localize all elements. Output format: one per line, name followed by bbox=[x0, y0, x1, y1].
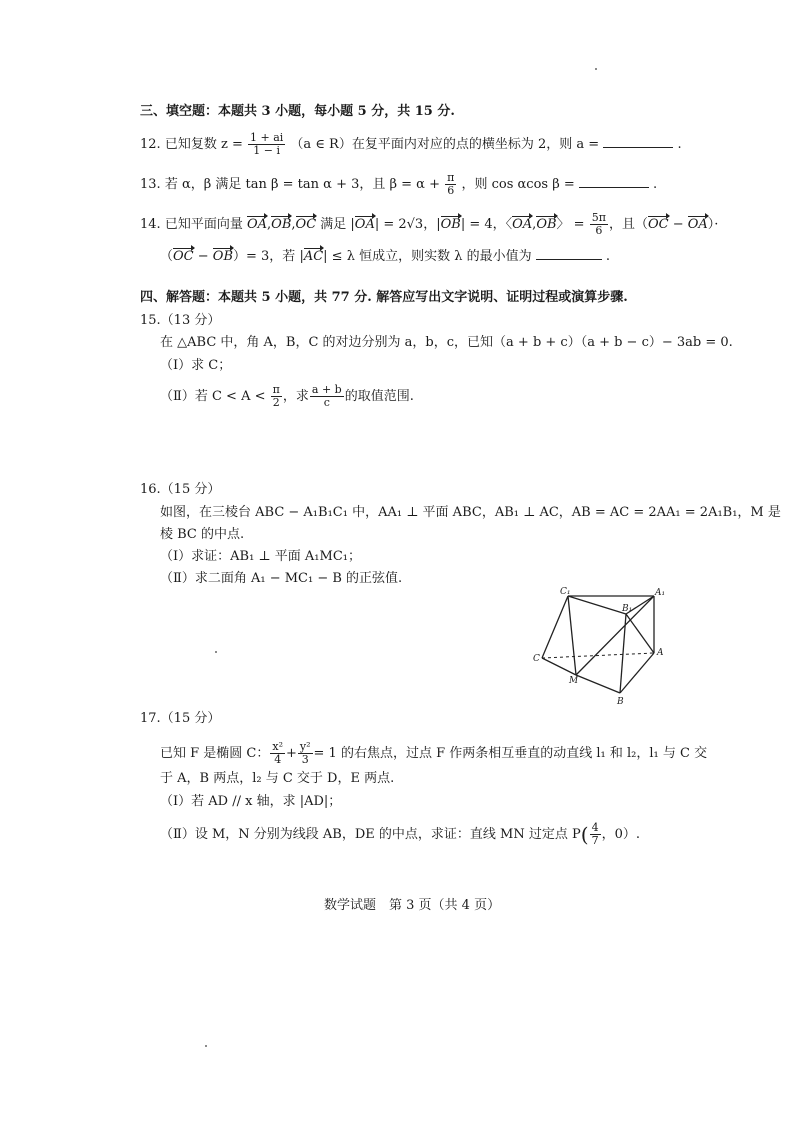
edge-m-b bbox=[576, 675, 620, 693]
scan-speck bbox=[595, 68, 597, 70]
q13-pre: 若 α，β 满足 tan β = tan α + 3，且 β = α + bbox=[164, 177, 440, 192]
label-c: C bbox=[533, 654, 540, 664]
question-14-line2: （OC − OB）= 3，若 |AC| ≤ λ 恒成立，则实数 λ 的最小值为 . bbox=[160, 249, 611, 264]
q13-fraction bbox=[445, 172, 456, 197]
q16-line2: 棱 BC 的中点. bbox=[160, 527, 245, 542]
vector-oc-2: OC bbox=[647, 217, 669, 232]
scan-speck bbox=[215, 651, 217, 653]
q14-line1-c: 〉 = bbox=[556, 217, 585, 232]
segment-b1-a bbox=[626, 614, 654, 653]
q17-frac1-den: 4 bbox=[274, 753, 282, 766]
label-b: B bbox=[617, 697, 624, 707]
q17-point-fraction bbox=[590, 822, 601, 847]
q14-line2-b: ）= 3，若 | bbox=[233, 249, 304, 264]
q15-line1: 在 △ABC 中，角 A，B，C 的对边分别为 a，b，c，已知（a + b + c）（a + b − c）− 3ab = 0. bbox=[160, 335, 733, 350]
q14-line1-a: | = 2√3，| bbox=[374, 217, 441, 232]
frustum-figure bbox=[530, 583, 670, 708]
q14-line1-e: ）· bbox=[707, 217, 719, 232]
q15-frac1-num: π bbox=[272, 383, 280, 396]
vector-oa-4: OA bbox=[687, 217, 708, 232]
q13-frac-den: 6 bbox=[447, 184, 455, 197]
q13-mid: ，则 cos αcos β = bbox=[461, 177, 575, 192]
q14-line1-b: | = 4，〈 bbox=[460, 217, 513, 232]
q17-line2: 于 A，B 两点，l₂ 与 C 交于 D，E 两点. bbox=[160, 771, 395, 786]
q12-mid: （a ∈ R）在复平面内对应的点的横坐标为 2，则 a = bbox=[290, 137, 600, 152]
q17-part2-end: ，0）. bbox=[601, 827, 640, 842]
vector-oc-3: OC bbox=[173, 249, 194, 264]
question-14-line1: 14. 已知平面向量 OA,OB,OC 满足 |OA| = 2√3，|OB| = 4，〈OA,OB〉 = $\frac{5\pi}{6}$ ，且（OC − OA）· bbox=[140, 211, 719, 237]
q17-part1: （Ⅰ）若 AD // x 轴，求 |AD|； bbox=[160, 794, 342, 809]
label-a1: A₁ bbox=[655, 588, 666, 598]
q17-frac1-num: x² bbox=[272, 740, 283, 753]
q17-part2 bbox=[160, 822, 640, 847]
q13-end: . bbox=[653, 177, 658, 192]
q15-fraction-2 bbox=[310, 384, 344, 409]
q15-fraction-1 bbox=[271, 384, 282, 409]
q14-end: . bbox=[605, 249, 611, 264]
q17-frac2-num: y² bbox=[299, 740, 311, 753]
q14-answer-blank[interactable] bbox=[536, 247, 602, 260]
q15-number: 15.（13 分） bbox=[140, 313, 221, 328]
q15-frac1-den: 2 bbox=[272, 396, 280, 409]
q17-part2-pre: （Ⅱ）设 M，N 分别为线段 AB，DE 的中点，求证：直线 MN 过定点 P bbox=[160, 827, 581, 842]
q15-frac2-num: a + b bbox=[311, 383, 342, 396]
q14-frac-den: 6 bbox=[595, 224, 603, 237]
q15-part2-end: 的取值范围. bbox=[344, 389, 414, 404]
q16-line1: 如图，在三棱台 ABC − A₁B₁C₁ 中，AA₁ ⊥ 平面 ABC，AB₁ ⊥ AC，AB = AC = 2AA₁ = 2A₁B₁，M 是 bbox=[160, 505, 781, 520]
label-b1: B₁ bbox=[622, 604, 633, 614]
q14-line1-d: ，且（ bbox=[608, 217, 648, 232]
vector-ob-2: OB bbox=[440, 217, 461, 232]
q16-part1: （Ⅰ）求证：AB₁ ⊥ 平面 A₁MC₁； bbox=[160, 549, 361, 564]
q12-answer-blank[interactable] bbox=[603, 135, 673, 148]
q16-part2: （Ⅱ）求二面角 A₁ − MC₁ − B 的正弦值. bbox=[160, 571, 403, 586]
q12-frac-num: 1 + ai bbox=[249, 131, 284, 144]
vector-ob-4: OB bbox=[212, 249, 234, 264]
q14-line2-a: （ bbox=[160, 249, 174, 264]
q13-number: 13. bbox=[140, 177, 161, 192]
q17-point-frac-den: 7 bbox=[591, 834, 599, 847]
q12-number: 12. bbox=[140, 137, 161, 152]
vector-ac: AC bbox=[303, 249, 324, 264]
q14-line1-mid: 满足 | bbox=[320, 217, 355, 232]
section4-header: 四、解答题：本题共 5 小题，共 77 分. 解答应写出文字说明、证明过程或演算步骤. bbox=[140, 290, 628, 305]
q13-answer-blank[interactable] bbox=[579, 175, 649, 188]
vector-oa: OA bbox=[246, 217, 268, 232]
label-m: M bbox=[569, 676, 579, 686]
q17-fraction-y bbox=[298, 741, 313, 766]
q17-open-paren: ( bbox=[580, 822, 589, 847]
page-footer: 数学试题 第 3 页（共 4 页） bbox=[324, 898, 501, 913]
edge-c-c1 bbox=[542, 596, 568, 658]
q14-line2-c: | ≤ λ 恒成立，则实数 λ 的最小值为 bbox=[323, 249, 532, 264]
q17-frac2-den: 3 bbox=[301, 753, 309, 766]
edge-c-m bbox=[542, 658, 576, 675]
label-c1: C₁ bbox=[560, 587, 571, 597]
q13-frac-num: π bbox=[447, 171, 455, 184]
q12-pre: 已知复数 z = bbox=[164, 137, 243, 152]
q17-line1 bbox=[160, 741, 707, 766]
q12-frac-den: 1 − i bbox=[253, 144, 280, 157]
vector-oa-2: OA bbox=[354, 217, 375, 232]
hidden-edge-c-a bbox=[542, 653, 654, 658]
q15-part1: （Ⅰ）求 C； bbox=[160, 358, 232, 373]
segment-c1-m bbox=[568, 596, 576, 675]
question-13 bbox=[140, 172, 657, 197]
q17-plus: + bbox=[286, 746, 297, 761]
vector-ob-3: OB bbox=[536, 217, 557, 232]
q14-line1-pre: 已知平面向量 bbox=[164, 217, 243, 232]
segment-m-a1 bbox=[576, 596, 654, 675]
edge-c1-b1 bbox=[568, 596, 626, 614]
q15-frac2-den: c bbox=[323, 396, 330, 409]
q17-point-frac-num: 4 bbox=[591, 821, 599, 834]
q15-part2-pre: （Ⅱ）若 C < A < bbox=[160, 389, 266, 404]
q14-frac-num: 5π bbox=[591, 211, 606, 224]
vector-ob: OB bbox=[271, 217, 292, 232]
q17-line1-pre: 已知 F 是椭圆 C： bbox=[160, 746, 270, 761]
vector-oc: OC bbox=[295, 217, 317, 232]
q12-end: . bbox=[677, 137, 682, 152]
q12-fraction bbox=[248, 132, 285, 157]
q17-line1-end: = 1 的右焦点，过点 F 作两条相互垂直的动直线 l₁ 和 l₂，l₁ 与 C 交 bbox=[313, 746, 708, 761]
vector-oa-3: OA bbox=[512, 217, 533, 232]
q15-part2 bbox=[160, 384, 414, 409]
edge-b-a bbox=[620, 653, 654, 693]
q14-fraction bbox=[590, 212, 608, 237]
question-12 bbox=[140, 132, 682, 157]
q14-number: 14. bbox=[140, 217, 161, 232]
q16-number: 16.（15 分） bbox=[140, 482, 221, 497]
label-a: A bbox=[657, 648, 664, 658]
q15-part2-mid: ，求 bbox=[282, 389, 309, 404]
scan-speck bbox=[205, 1045, 207, 1047]
section3-header: 三、填空题：本题共 3 小题，每小题 5 分，共 15 分. bbox=[140, 104, 455, 119]
q17-fraction-x bbox=[270, 741, 285, 766]
q17-number: 17.（15 分） bbox=[140, 711, 221, 726]
